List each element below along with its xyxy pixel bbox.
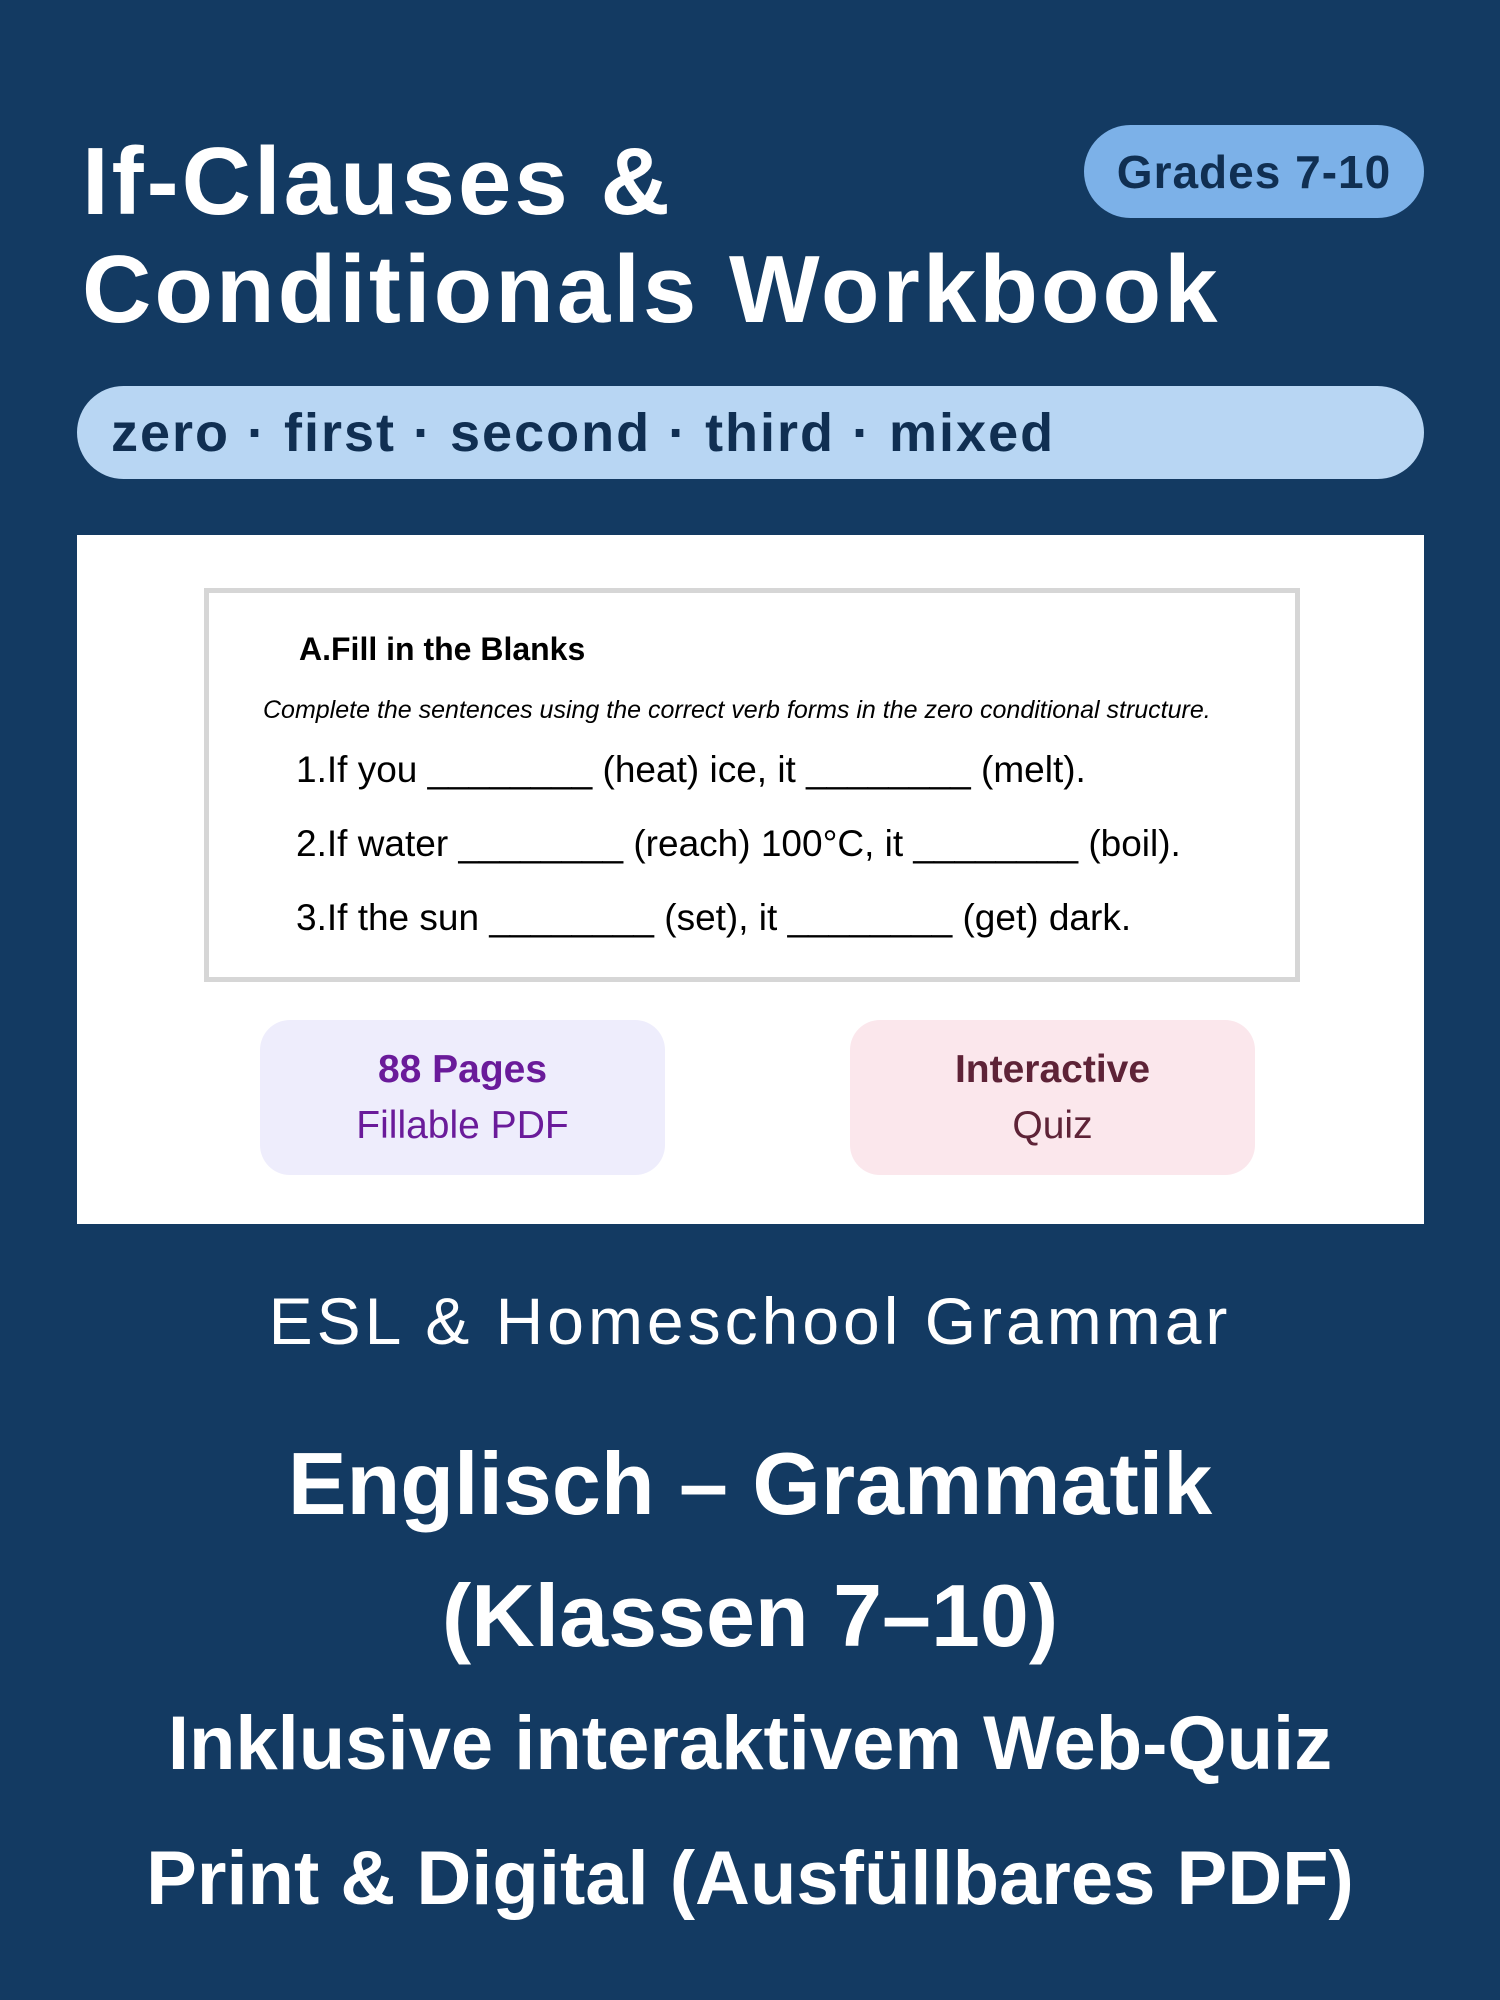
worksheet-sample — [204, 588, 1300, 982]
pages-feature-card — [260, 1020, 665, 1175]
exercise-item: 2.If water ________ (reach) 100°C, it ________ (boil). — [296, 823, 1181, 864]
format-line: Print & Digital (Ausfüllbares PDF) — [146, 1836, 1354, 1921]
worksheet-instruction: Complete the sentences using the correct verb forms in the zero conditional structure. — [263, 696, 1211, 724]
quiz-label-top: Interactive — [954, 1047, 1151, 1091]
pages-count: 88 Pages — [377, 1047, 548, 1091]
german-title — [0, 1418, 1500, 1682]
title-line-2: Conditionals Workbook — [82, 236, 1221, 343]
web-quiz-line: Inklusive interaktivem Web-Quiz — [167, 1701, 1333, 1786]
pages-format: Fillable PDF — [356, 1103, 569, 1147]
german-title-line-2: (Klassen 7–10) — [441, 1566, 1059, 1665]
grade-badge: Grades 7-10 — [1084, 125, 1424, 218]
exercise-item: 1.If you ________ (heat) ice, it ________ (melt). — [296, 749, 1086, 790]
exercise-item: 3.If the sun ________ (set), it ________ (get) dark. — [296, 897, 1132, 938]
subject-line: ESL & Homeschool Grammar — [268, 1284, 1232, 1358]
worksheet-heading: A.Fill in the Blanks — [299, 631, 586, 667]
quiz-label-bottom: Quiz — [1012, 1103, 1093, 1147]
conditional-types-bar: zero · first · second · third · mixed — [77, 386, 1424, 479]
quiz-feature-card — [850, 1020, 1255, 1175]
german-title-line-1: Englisch – Grammatik — [287, 1434, 1213, 1533]
exercise-list — [296, 743, 1181, 965]
worksheet-preview-panel — [77, 535, 1424, 1224]
title-line-1: If-Clauses & — [82, 128, 673, 235]
